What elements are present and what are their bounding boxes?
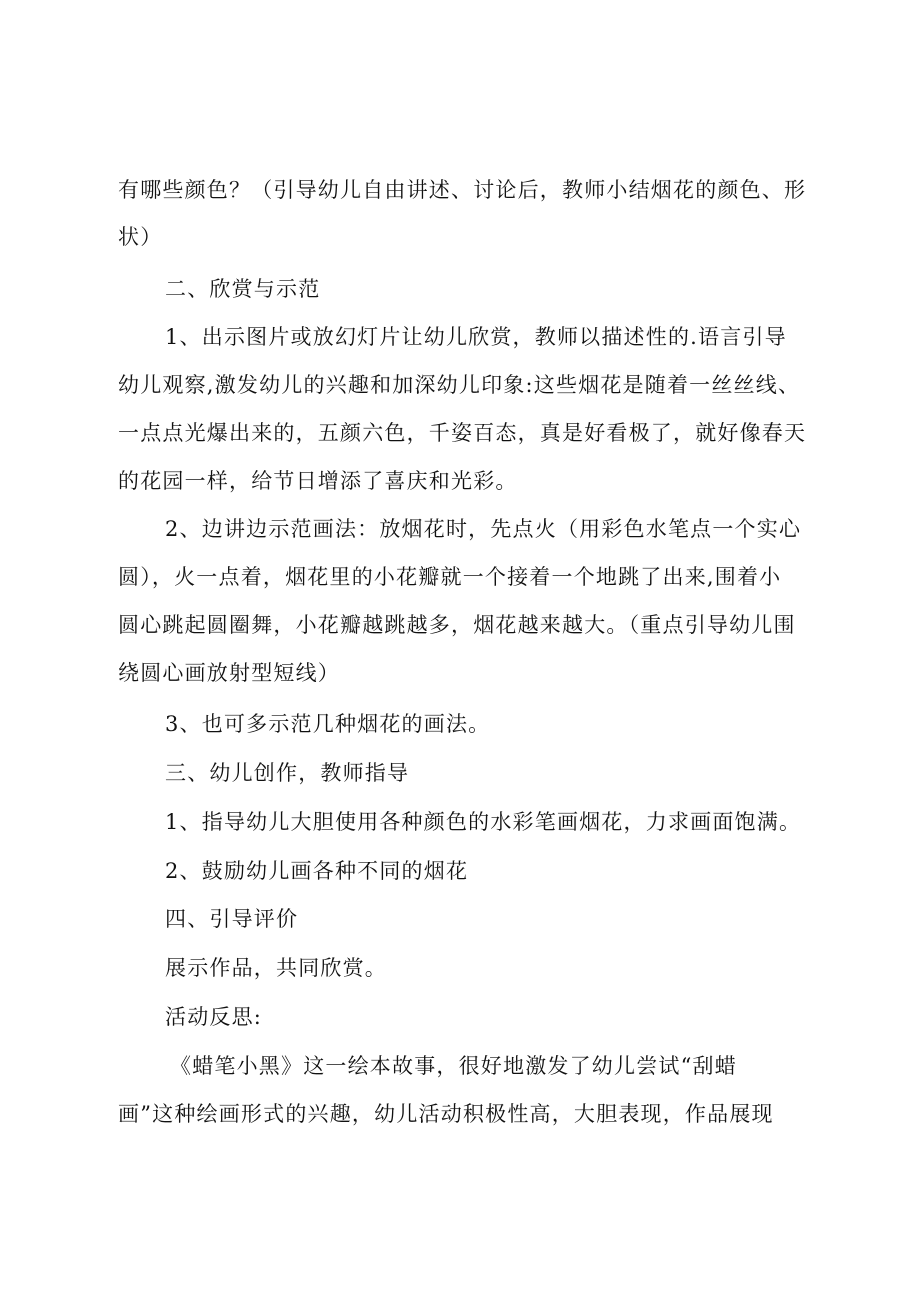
section-heading: 二、欣赏与示范 — [165, 277, 321, 301]
paragraph-line: 《蜡笔小黑》这一绘本故事，很好地激发了幼儿尝试“刮蜡 — [170, 1054, 737, 1078]
paragraph-line: 1、指导幼儿大胆使用各种颜色的水彩笔画烟花，力求画面饱满。 — [165, 810, 802, 834]
paragraph-line: 幼儿观察,激发幼儿的兴趣和加深幼儿印象:这些烟花是随着一丝丝线、 — [118, 373, 801, 397]
paragraph-line: 1、出示图片或放幻灯片让幼儿欣赏，教师以描述性的.语言引导 — [165, 325, 787, 349]
section-heading: 三、幼儿创作，教师指导 — [165, 761, 410, 785]
paragraph-line: 圆心跳起圆圈舞，小花瓣越跳越多，烟花越来越大。（重点引导幼儿围 — [118, 613, 796, 637]
section-heading: 活动反思: — [165, 1005, 263, 1029]
paragraph-line: 一点点光爆出来的，五颜六色，千姿百态，真是好看极了，就好像春天 — [118, 421, 807, 445]
paragraph-line: 绕圆心画放射型短线） — [118, 661, 340, 685]
paragraph-line: 圆），火一点着，烟花里的小花瓣就一个接着一个地跳了出来,围着小 — [118, 565, 782, 589]
paragraph-line: 2、鼓励幼儿画各种不同的烟花 — [165, 859, 469, 883]
paragraph-line: 展示作品，共同欣赏。 — [165, 956, 387, 980]
paragraph-line: 画”这种绘画形式的兴趣，幼儿活动积极性高，大胆表现，作品展现 — [118, 1102, 774, 1126]
paragraph-line: 状） — [118, 225, 163, 249]
paragraph-line: 有哪些颜色？（引导幼儿自由讲述、讨论后，教师小结烟花的颜色、形 — [118, 178, 807, 202]
paragraph-line: 的花园一样，给节日增添了喜庆和光彩。 — [118, 469, 518, 493]
section-heading: 四、引导评价 — [165, 907, 299, 931]
paragraph-line: 3、也可多示范几种烟花的画法。 — [165, 712, 491, 736]
paragraph-line: 2、边讲边示范画法：放烟花时，先点火（用彩色水笔点一个实心 — [165, 517, 802, 541]
